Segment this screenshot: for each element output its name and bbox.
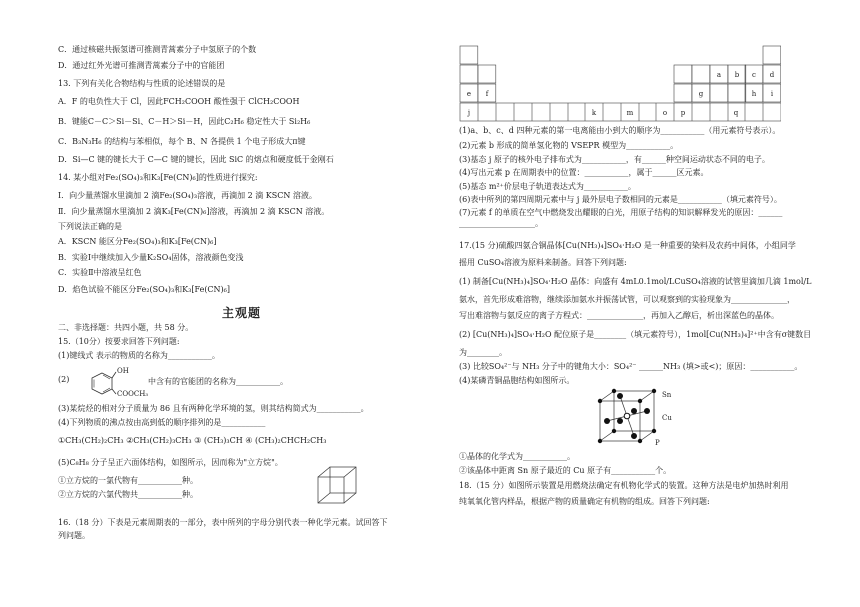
cu-label: Cu bbox=[662, 414, 672, 422]
cubane-figure bbox=[316, 465, 360, 509]
q14-stem: 14. 某小组对Fe₂(SO₄)₃和K₃[Fe(CN)₆]的性质进行探究: bbox=[58, 173, 258, 182]
q13-stem: 13. 下列有关化合物结构与性质的论述错误的是 bbox=[58, 79, 226, 88]
element-a: a bbox=[716, 71, 722, 79]
q17-stem-cont: 摇用 CuSO₄溶液为原料来制备。回答下列问题: bbox=[459, 258, 627, 267]
q17-part1: (1) 制备[Cu(NH₃)₄]SO₄·H₂O 晶体：向盛有 4mL0.1mol/LCuSO₄溶液的试管里滴加几滴 1mol/L bbox=[459, 277, 812, 286]
q15-part2: 中含有的官能团的名称为___________。 bbox=[148, 377, 288, 386]
q14-option-d: D．焰色试验不能区分Fe₂(SO₄)₃和K₃[Fe(CN)₆] bbox=[58, 285, 231, 294]
q16-part7: (7)元素 f 的单质在空气中燃烧发出耀眼的白光，用原子结构的知识解释发光的原因：______ bbox=[459, 208, 783, 217]
q16-part5: (5)基态 m²⁺价层电子轨道表达式为___________。 bbox=[459, 182, 636, 191]
q18-stem-cont: 纯氧氧化管内样品，根据产物的质量确定有机物的组成。回答下列问题: bbox=[459, 497, 710, 506]
q13-option-b: B．键能C－C＞Si－Si、C－H＞Si－H，因此C₂H₆ 稳定性大于 Si₂H₆ bbox=[58, 117, 311, 126]
ester-label: COOCH₃ bbox=[117, 390, 149, 398]
q14-exp-1: Ⅰ．向少量蒸馏水里滴加 2 滴Fe₂(SO₄)₃溶液，再滴加 2 滴 KSCN 溶液。 bbox=[58, 191, 317, 200]
q12-option-d: D．通过红外光谱可推测青蒿素分子中的官能团 bbox=[58, 61, 225, 70]
periodic-table-fragment bbox=[459, 45, 781, 122]
q13-option-d: D．Si—C 键的键长大于 C—C 键的键长，因此 SiC 的熔点和硬度低于金刚石 bbox=[58, 155, 334, 164]
q16-stem: 16.（18 分）下表是元素周期表的一部分，表中所列的字母分别代表一种化学元素。试回答下 bbox=[58, 518, 388, 527]
q14-option-c: C．实验Ⅱ中溶液呈红色 bbox=[58, 268, 142, 277]
q15-part3: (3)某烷烃的相对分子质量为 86 且有两种化学环境的氢，则其结构简式为___________。 bbox=[58, 404, 369, 413]
element-o: o bbox=[662, 109, 668, 117]
element-m: m bbox=[626, 109, 634, 117]
q17-part4: (4)某磷青铜晶胞结构如图所示。 bbox=[459, 376, 575, 385]
hydroxyl-label: OH bbox=[117, 367, 129, 375]
element-k: k bbox=[591, 109, 597, 117]
element-c: c bbox=[752, 71, 756, 79]
element-i: i bbox=[770, 90, 774, 98]
p-label: P bbox=[655, 439, 660, 447]
q15-part5-2: ②立方烷的六氯代物共___________种。 bbox=[58, 490, 198, 499]
q15-part4: (4)下列物质的沸点按由高到低的顺序排列的是___________ bbox=[58, 418, 266, 427]
element-g: g bbox=[698, 90, 704, 98]
element-e: e bbox=[466, 90, 472, 98]
q14-option-b: B．实验Ⅰ中继续加入少量K₂SO₄固体，溶液颜色变浅 bbox=[58, 253, 244, 262]
q12-option-c: C．通过核磁共振氢谱可推测青蒿素分子中氢原子的个数 bbox=[58, 45, 257, 54]
q14-prompt: 下列说法正确的是 bbox=[58, 222, 122, 231]
q16-part7-cont: ___________________。 bbox=[459, 219, 543, 228]
q16-stem-cont: 列问题。 bbox=[58, 531, 90, 540]
q17-part3: (3) 比较SO₄²⁻与 NH₃ 分子中的键角大小：SO₄²⁻ ______NH₃ (填>或<)；原因：___________。 bbox=[459, 362, 803, 371]
q15-stem: 15.（10分）按要求回答下列问题: bbox=[58, 337, 180, 346]
q15-part4-options: ①CH₃(CH₂)₂CH₃ ②CH₃(CH₂)₃CH₃ ③ (CH₃)₃CH ④ (CH₃)₂CHCH₂CH₃ bbox=[58, 436, 327, 445]
q14-exp-2: Ⅱ．向少量蒸馏水里滴加 2 滴K₃[Fe(CN)₆]溶液，再滴加 2 滴 KSCN 溶液。 bbox=[58, 207, 330, 216]
part2-instructions: 二、非选择题：共四小题，共 58 分。 bbox=[58, 323, 194, 332]
q13-option-a: A．F 的电负性大于 Cl，因此FCH₂COOH 酸性强于 ClCH₂COOH bbox=[58, 97, 300, 106]
q15-part2-label: (2) bbox=[58, 375, 70, 384]
q16-part1: (1)a、b、c、d 四种元素的第一电离能由小到大的顺序为___________（用元素符号表示）。 bbox=[459, 126, 781, 135]
element-f: f bbox=[485, 90, 489, 98]
q17-part2-cont: 为________。 bbox=[459, 348, 507, 357]
q17-part4-1: ①晶体的化学式为___________。 bbox=[459, 452, 575, 461]
q17-part4-2: ②该晶体中距离 Sn 原子最近的 Cu 原子有___________个。 bbox=[459, 466, 672, 475]
element-h: h bbox=[751, 90, 757, 98]
q14-option-a: A．KSCN 能区分Fe₂(SO₄)₃和K₃[Fe(CN)₆] bbox=[58, 237, 217, 246]
element-j: j bbox=[467, 109, 471, 117]
q16-part6: (6)表中所列的第四周期元素中与 j 最外层电子数相同的元素是___________（填元素符号）。 bbox=[459, 195, 782, 204]
q13-option-c: C．B₃N₃H₆ 的结构与苯相似，每个 B、N 各提供 1 个电子形成大π键 bbox=[58, 137, 306, 146]
methyl-salicylate-structure bbox=[86, 365, 149, 405]
q17-part1-cont: 氨水，首先形成难溶物，继续添加氨水并振荡试管，可以观察到的实验现象为______________， bbox=[459, 295, 795, 304]
q15-part5-1: ①立方烷的一氯代物有___________种。 bbox=[58, 476, 198, 485]
sn-label: Sn bbox=[662, 391, 672, 399]
element-b: b bbox=[734, 71, 740, 79]
element-q: q bbox=[733, 109, 739, 117]
section-title: 主观题 bbox=[222, 306, 262, 320]
q17-stem: 17.(15 分)硫酸四氨合铜晶体[Cu(NH₃)₄]SO₄·H₂O 是一种重要的染料及农药中间体，小组同学 bbox=[459, 241, 796, 250]
q18-stem: 18.（15 分）如图所示装置是用燃烧法确定有机物化学式的装置。这种方法是电炉加热时利用 bbox=[459, 481, 789, 490]
q16-part4: (4)写出元素 p 在周期表中的位置：___________，属于______区元素。 bbox=[459, 168, 709, 177]
q17-part1-cont2: 写出难溶物与氨反应的离子方程式：______________，再加入乙醇后，析出深蓝色的晶体。 bbox=[459, 311, 779, 320]
q15-part1: (1)键线式 表示的物质的名称为___________。 bbox=[58, 351, 220, 360]
q16-part3: (3)基态 j 原子的核外电子排布式为___________，有______种空间运动状态不同的电子。 bbox=[459, 155, 770, 164]
element-d: d bbox=[769, 71, 775, 79]
q16-part2: (2)元素 b 形成的简单氢化物的 VSEPR 模型为___________。 bbox=[459, 141, 679, 150]
q17-part2: (2) [Cu(NH₃)₄]SO₄·H₂O 配位原子是________（填元素符号），1mol[Cu(NH₃)₄]²⁺中含有σ键数目 bbox=[459, 330, 812, 339]
q15-part5: (5)C₈H₈ 分子呈正六面体结构，如图所示，因而称为"立方烷"。 bbox=[58, 458, 283, 467]
element-p: p bbox=[680, 109, 686, 117]
